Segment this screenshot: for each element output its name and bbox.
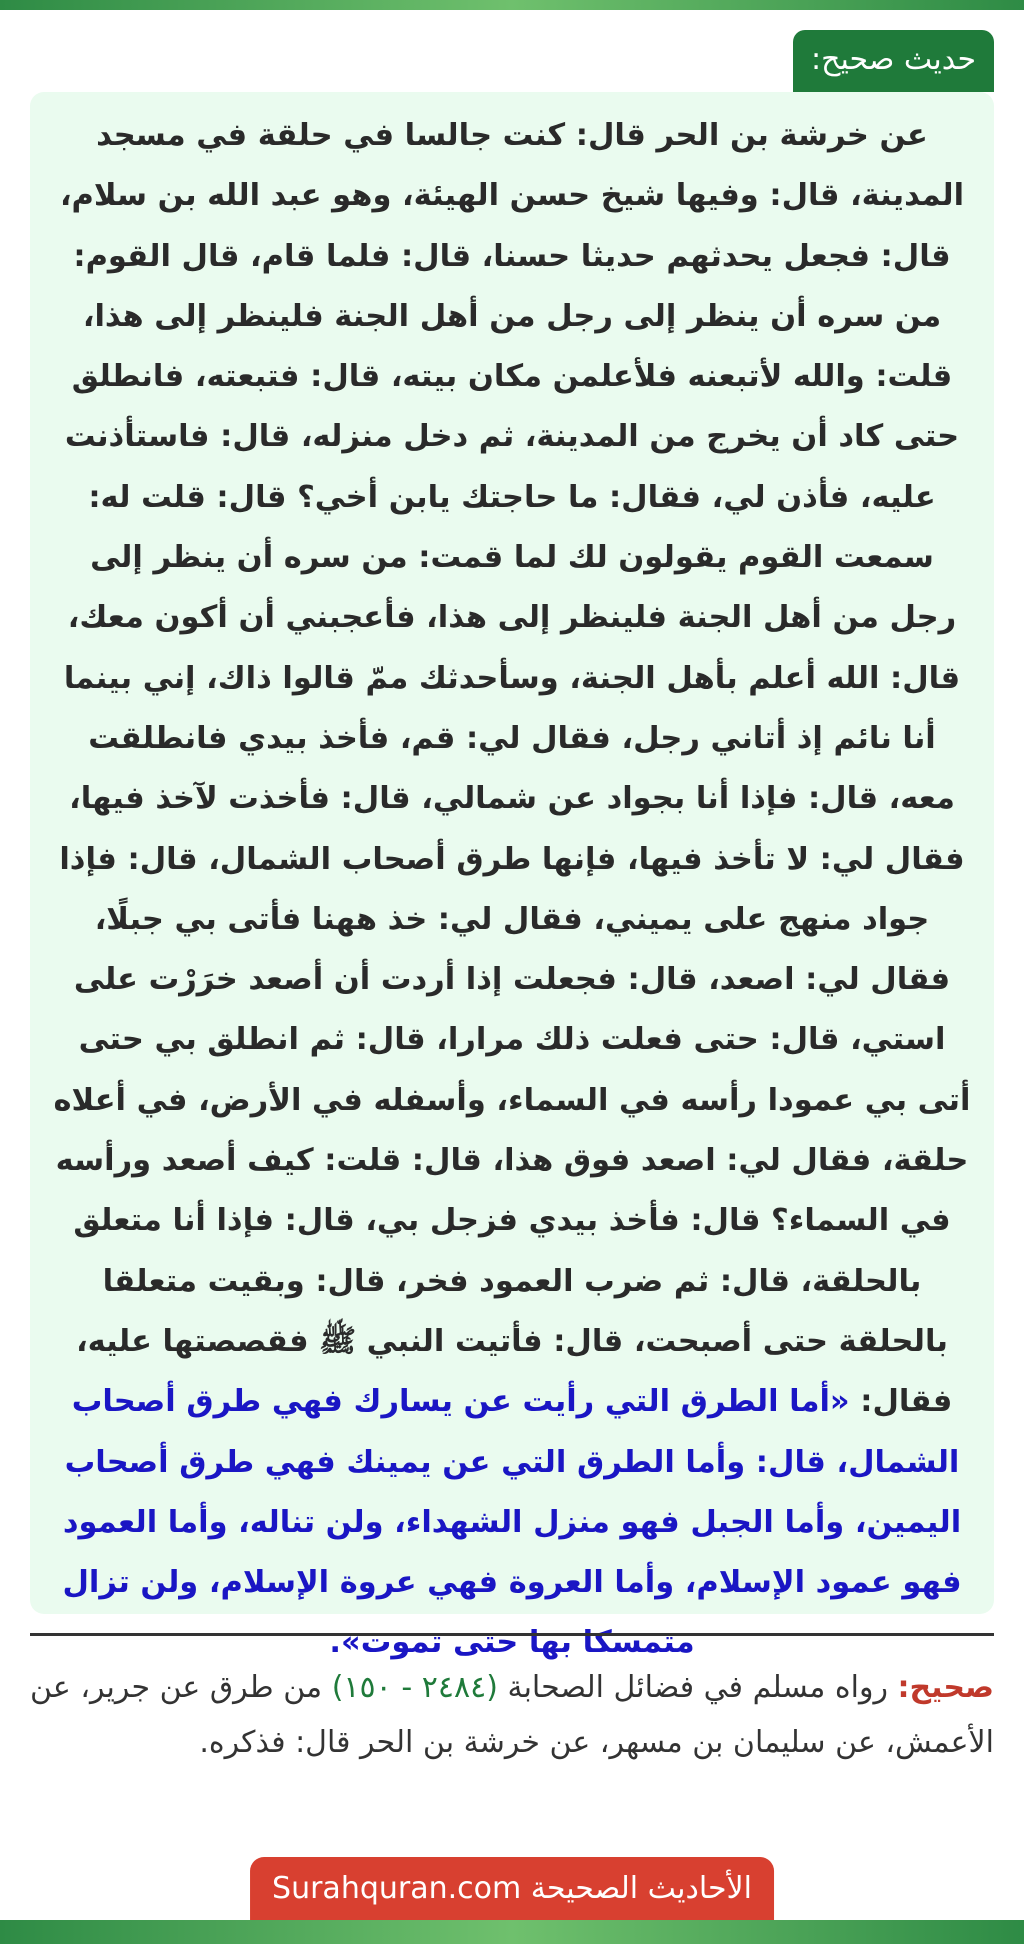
section-divider [30, 1633, 994, 1636]
hadith-grade-label: حديث صحيح: [793, 30, 994, 92]
takhrij-reference: (٢٤٨٤ - ١٥٠) [331, 1670, 498, 1705]
site-badge: الأحاديث الصحيحة Surahquran.com [250, 1857, 774, 1920]
top-accent-bar [0, 0, 1024, 10]
takhrij-paragraph [30, 1660, 994, 1770]
takhrij-text-before: رواه مسلم في فضائل الصحابة [497, 1670, 898, 1705]
prophet-words: «أما الطرق التي رأيت عن يسارك فهي طرق أصحاب الشمال، قال: وأما الطرق التي عن يمينك فهي طرق أصحاب اليمين، وأما الجبل فهو منزل الشهداء، ولن تناله، وأما العمود فهو عمود الإسلام، وأما العروة فهي عروة الإسلام، ولن تزال متمسكا بها حتى تموت». [62, 1384, 962, 1661]
takhrij-text-after: من طرق عن جرير، عن الأعمش، عن سليمان بن مسهر، عن خرشة بن الحر قال: فذكره. [30, 1670, 994, 1760]
hadith-text-box [30, 92, 994, 1661]
takhrij-grade: صحيح: [897, 1670, 994, 1705]
bottom-accent-bar [0, 1920, 1024, 1944]
hadith-narration: عن خرشة بن الحر قال: كنت جالسا في حلقة في مسجد المدينة، قال: وفيها شيخ حسن الهيئة، وهو عبد الله بن سلام، قال: فجعل يحدثهم حديثا حسنا، قال: فلما قام، قال القوم: من سره أن ينظر إلى رجل من أهل الجنة فلينظر إلى هذا، قلت: والله لأتبعنه فلأعلمن مكان بيته، قال: فتبعته، فانطلق حتى كاد أن يخرج من المدينة، ثم دخل منزله، قال: فاستأذنت عليه، فأذن لي، فقال: ما حاجتك يابن أخي؟ قال: قلت له: سمعت القوم يقولون لك لما قمت: من سره أن ينظر إلى رجل من أهل الجنة فلينظر إلى هذا، فأعجبني أن أكون معك، قال: الله أعلم بأهل الجنة، وسأحدثك ممّ قالوا ذاك، إني بينما أنا نائم إذ أتاني رجل، فقال لي: قم، فأخذ بيدي فانطلقت معه، قال: فإذا أنا بجواد عن شمالي، قال: فأخذت لآخذ فيها، فقال لي: لا تأخذ فيها، فإنها طرق أصحاب الشمال، قال: فإذا جواد منهج على يميني، فقال لي: خذ ههنا فأتى بي جبلًا، فقال لي: اصعد، قال: فجعلت إذا أردت أن أصعد خرَرْت على استي، قال: حتى فعلت ذلك مرارا، قال: ثم انطلق بي حتى أتى بي عمودا رأسه في السماء، وأسفله في الأرض، في أعلاه حلقة، فقال لي: اصعد فوق هذا، قال: قلت: كيف أصعد ورأسه في السماء؟ قال: فأخذ بيدي فزجل بي، قال: فإذا أنا متعلق بالحلقة، قال: ثم ضرب العمود فخر، قال: وبقيت متعلقا بالحلقة حتى أصبحت، قال: فأتيت النبي ﷺ فقصصتها عليه، فقال: [53, 118, 971, 1420]
